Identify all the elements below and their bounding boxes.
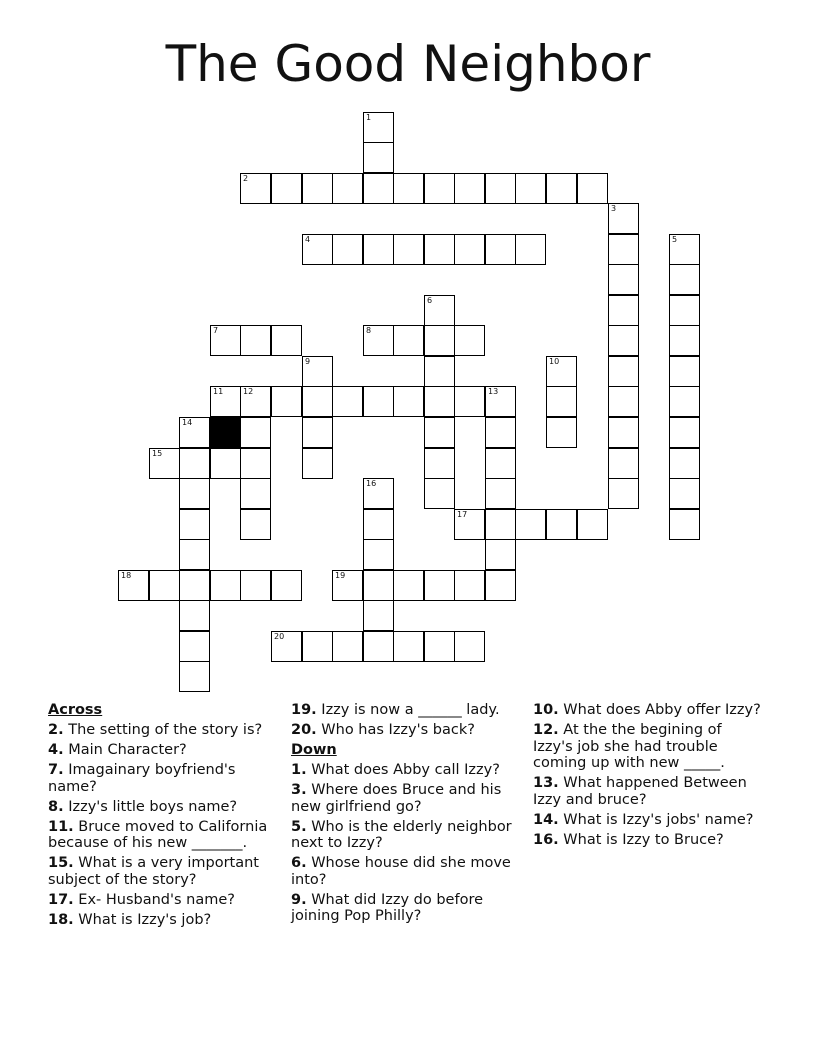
clues-column-3 bbox=[533, 702, 765, 852]
grid-cell[interactable] bbox=[577, 509, 608, 540]
clue-down-1: 1. What does Abby call Izzy? bbox=[291, 762, 500, 778]
grid-cell[interactable] bbox=[302, 173, 333, 204]
grid-cell-8[interactable] bbox=[363, 325, 394, 356]
clue-number: 14 bbox=[182, 418, 193, 427]
clue-down-10: 10. What does Abby offer Izzy? bbox=[533, 702, 761, 718]
grid-cell[interactable] bbox=[485, 448, 516, 479]
clue-down-12: 12. At the the begining of Izzy's job she had trouble coming up with new _____. bbox=[533, 722, 725, 771]
grid-cell[interactable] bbox=[454, 234, 485, 265]
clue-down-13: 13. What happened Between Izzy and bruce? bbox=[533, 775, 747, 808]
grid-cell[interactable] bbox=[240, 509, 271, 540]
grid-cell[interactable] bbox=[302, 386, 333, 417]
grid-cell-12[interactable] bbox=[240, 386, 271, 417]
grid-cell[interactable] bbox=[485, 417, 516, 448]
grid-cell[interactable] bbox=[179, 448, 210, 479]
grid-cell[interactable] bbox=[240, 325, 271, 356]
grid-cell[interactable] bbox=[149, 570, 180, 601]
clue-across-15: 15. What is a very important subject of the story? bbox=[48, 855, 259, 888]
grid-cell[interactable] bbox=[363, 631, 394, 662]
grid-cell[interactable] bbox=[485, 509, 516, 540]
grid-cell[interactable] bbox=[546, 386, 577, 417]
grid-cell[interactable] bbox=[608, 478, 639, 509]
grid-cell[interactable] bbox=[363, 600, 394, 631]
grid-cell[interactable] bbox=[271, 173, 302, 204]
grid-cell[interactable] bbox=[669, 264, 700, 295]
grid-cell[interactable] bbox=[179, 539, 210, 570]
grid-cell[interactable] bbox=[424, 448, 455, 479]
grid-cell[interactable] bbox=[608, 356, 639, 387]
clue-across-20: 20. Who has Izzy's back? bbox=[291, 722, 475, 738]
grid-cell[interactable] bbox=[332, 234, 363, 265]
grid-cell[interactable] bbox=[669, 386, 700, 417]
grid-cell-7[interactable] bbox=[210, 325, 241, 356]
clue-number: 12 bbox=[243, 387, 254, 396]
clue-number: 9 bbox=[305, 357, 311, 366]
grid-cell[interactable] bbox=[271, 386, 302, 417]
grid-cell[interactable] bbox=[302, 448, 333, 479]
grid-cell[interactable] bbox=[424, 173, 455, 204]
grid-cell-5[interactable] bbox=[669, 234, 700, 265]
grid-cell[interactable] bbox=[393, 234, 424, 265]
clue-down-3: 3. Where does Bruce and his new girlfriend go? bbox=[291, 782, 502, 815]
grid-cell[interactable] bbox=[485, 173, 516, 204]
grid-cell[interactable] bbox=[608, 417, 639, 448]
grid-cell-4[interactable] bbox=[302, 234, 333, 265]
clue-number: 2 bbox=[243, 174, 249, 183]
grid-cell[interactable] bbox=[271, 570, 302, 601]
grid-cell[interactable] bbox=[302, 417, 333, 448]
grid-cell-9[interactable] bbox=[302, 356, 333, 387]
clue-number: 13 bbox=[488, 387, 499, 396]
grid-cell[interactable] bbox=[454, 631, 485, 662]
grid-cell[interactable] bbox=[608, 264, 639, 295]
clue-number: 6 bbox=[427, 296, 433, 305]
clue-across-2: 2. The setting of the story is? bbox=[48, 722, 263, 738]
grid-cell[interactable] bbox=[608, 448, 639, 479]
clue-across-8: 8. Izzy's little boys name? bbox=[48, 798, 238, 815]
grid-cell[interactable] bbox=[454, 386, 485, 417]
grid-cell[interactable] bbox=[240, 448, 271, 479]
grid-cell[interactable] bbox=[179, 570, 210, 601]
grid-cell[interactable] bbox=[546, 417, 577, 448]
clue-number: 11 bbox=[213, 387, 224, 396]
clues-column-1 bbox=[48, 702, 280, 932]
grid-cell[interactable] bbox=[302, 631, 333, 662]
grid-cell[interactable] bbox=[393, 325, 424, 356]
grid-cell[interactable] bbox=[424, 631, 455, 662]
grid-cell[interactable] bbox=[485, 539, 516, 570]
grid-cell-3[interactable] bbox=[608, 203, 639, 234]
grid-cell[interactable] bbox=[424, 386, 455, 417]
grid-cell-19[interactable] bbox=[332, 570, 363, 601]
clue-number: 17 bbox=[457, 510, 468, 519]
clue-number: 3 bbox=[611, 204, 617, 213]
grid-cell[interactable] bbox=[669, 448, 700, 479]
grid-cell[interactable] bbox=[179, 661, 210, 692]
grid-cell-6[interactable] bbox=[424, 295, 455, 326]
clue-across-19: 19. Izzy is now a ______ lady. bbox=[291, 702, 500, 718]
clue-number: 15 bbox=[152, 449, 163, 458]
grid-cell[interactable] bbox=[454, 570, 485, 601]
grid-cell-18[interactable] bbox=[118, 570, 149, 601]
grid-cell-20[interactable] bbox=[271, 631, 302, 662]
grid-cell[interactable] bbox=[577, 173, 608, 204]
grid-cell[interactable] bbox=[363, 234, 394, 265]
clue-number: 1 bbox=[366, 113, 372, 122]
grid-cell[interactable] bbox=[424, 356, 455, 387]
grid-cell[interactable] bbox=[363, 142, 394, 173]
clue-number: 5 bbox=[672, 235, 678, 244]
grid-cell-11[interactable] bbox=[210, 386, 241, 417]
grid-cell[interactable] bbox=[179, 631, 210, 662]
clue-across-7: 7. Imagainary boyfriend's name? bbox=[48, 762, 236, 795]
down-heading: Down bbox=[291, 742, 337, 758]
grid-cell[interactable] bbox=[669, 478, 700, 509]
grid-cell[interactable] bbox=[454, 325, 485, 356]
grid-block-cell bbox=[210, 417, 241, 448]
grid-cell[interactable] bbox=[424, 478, 455, 509]
grid-cell[interactable] bbox=[393, 570, 424, 601]
grid-cell[interactable] bbox=[608, 234, 639, 265]
grid-cell-16[interactable] bbox=[363, 478, 394, 509]
grid-cell[interactable] bbox=[424, 325, 455, 356]
clue-down-6: 6. Whose house did she move into? bbox=[291, 855, 511, 888]
grid-cell-10[interactable] bbox=[546, 356, 577, 387]
grid-cell-13[interactable] bbox=[485, 386, 516, 417]
grid-cell[interactable] bbox=[363, 509, 394, 540]
grid-cell[interactable] bbox=[179, 600, 210, 631]
grid-cell[interactable] bbox=[608, 325, 639, 356]
grid-cell-14[interactable] bbox=[179, 417, 210, 448]
grid-cell[interactable] bbox=[515, 173, 546, 204]
grid-cell[interactable] bbox=[271, 325, 302, 356]
grid-cell[interactable] bbox=[669, 295, 700, 326]
clue-down-9: 9. What did Izzy do before joining Pop Philly? bbox=[291, 891, 484, 924]
grid-cell[interactable] bbox=[363, 386, 394, 417]
grid-cell[interactable] bbox=[669, 417, 700, 448]
grid-cell[interactable] bbox=[485, 570, 516, 601]
clue-number: 16 bbox=[366, 479, 377, 488]
clue-across-18: 18. What is Izzy's job? bbox=[48, 911, 212, 928]
grid-cell[interactable] bbox=[393, 631, 424, 662]
grid-cell[interactable] bbox=[179, 478, 210, 509]
clue-number: 20 bbox=[274, 632, 285, 641]
clue-down-5: 5. Who is the elderly neighbor next to Izzy? bbox=[291, 818, 512, 851]
across-heading: Across bbox=[48, 702, 103, 718]
grid-cell[interactable] bbox=[363, 539, 394, 570]
grid-cell[interactable] bbox=[424, 417, 455, 448]
grid-cell-2[interactable] bbox=[240, 173, 271, 204]
grid-cell[interactable] bbox=[240, 570, 271, 601]
clue-number: 19 bbox=[335, 571, 346, 580]
grid-cell[interactable] bbox=[546, 509, 577, 540]
grid-cell[interactable] bbox=[515, 234, 546, 265]
clue-number: 8 bbox=[366, 326, 372, 335]
grid-cell[interactable] bbox=[485, 234, 516, 265]
grid-cell[interactable] bbox=[332, 173, 363, 204]
clue-down-16: 16. What is Izzy to Bruce? bbox=[533, 831, 724, 848]
grid-cell[interactable] bbox=[393, 386, 424, 417]
clue-across-11: 11. Bruce moved to California because of his new _______. bbox=[48, 818, 268, 851]
clue-down-14: 14. What is Izzy's jobs' name? bbox=[533, 811, 754, 828]
grid-cell[interactable] bbox=[669, 356, 700, 387]
puzzle-title: The Good Neighbor bbox=[165, 35, 651, 93]
grid-cell[interactable] bbox=[608, 295, 639, 326]
clue-across-4: 4. Main Character? bbox=[48, 742, 187, 758]
clue-number: 7 bbox=[213, 326, 219, 335]
grid-cell[interactable] bbox=[546, 173, 577, 204]
grid-cell[interactable] bbox=[363, 570, 394, 601]
grid-cell[interactable] bbox=[240, 417, 271, 448]
grid-cell[interactable] bbox=[210, 448, 241, 479]
grid-cell[interactable] bbox=[179, 509, 210, 540]
clue-number: 10 bbox=[549, 357, 560, 366]
clue-number: 4 bbox=[305, 235, 311, 244]
grid-cell[interactable] bbox=[454, 173, 485, 204]
grid-cell-15[interactable] bbox=[149, 448, 180, 479]
grid-cell[interactable] bbox=[669, 509, 700, 540]
grid-cell[interactable] bbox=[515, 509, 546, 540]
grid-cell[interactable] bbox=[608, 386, 639, 417]
grid-cell[interactable] bbox=[424, 234, 455, 265]
grid-cell[interactable] bbox=[485, 478, 516, 509]
grid-cell[interactable] bbox=[332, 386, 363, 417]
grid-cell[interactable] bbox=[332, 631, 363, 662]
grid-cell-17[interactable] bbox=[454, 509, 485, 540]
clue-number: 18 bbox=[121, 571, 132, 580]
clue-across-17: 17. Ex- Husband's name? bbox=[48, 891, 235, 908]
grid-cell[interactable] bbox=[424, 570, 455, 601]
grid-cell-1[interactable] bbox=[363, 112, 394, 143]
grid-cell[interactable] bbox=[363, 173, 394, 204]
grid-cell[interactable] bbox=[669, 325, 700, 356]
grid-cell[interactable] bbox=[210, 570, 241, 601]
clues-column-2 bbox=[291, 702, 523, 928]
grid-cell[interactable] bbox=[240, 478, 271, 509]
grid-cell[interactable] bbox=[393, 173, 424, 204]
